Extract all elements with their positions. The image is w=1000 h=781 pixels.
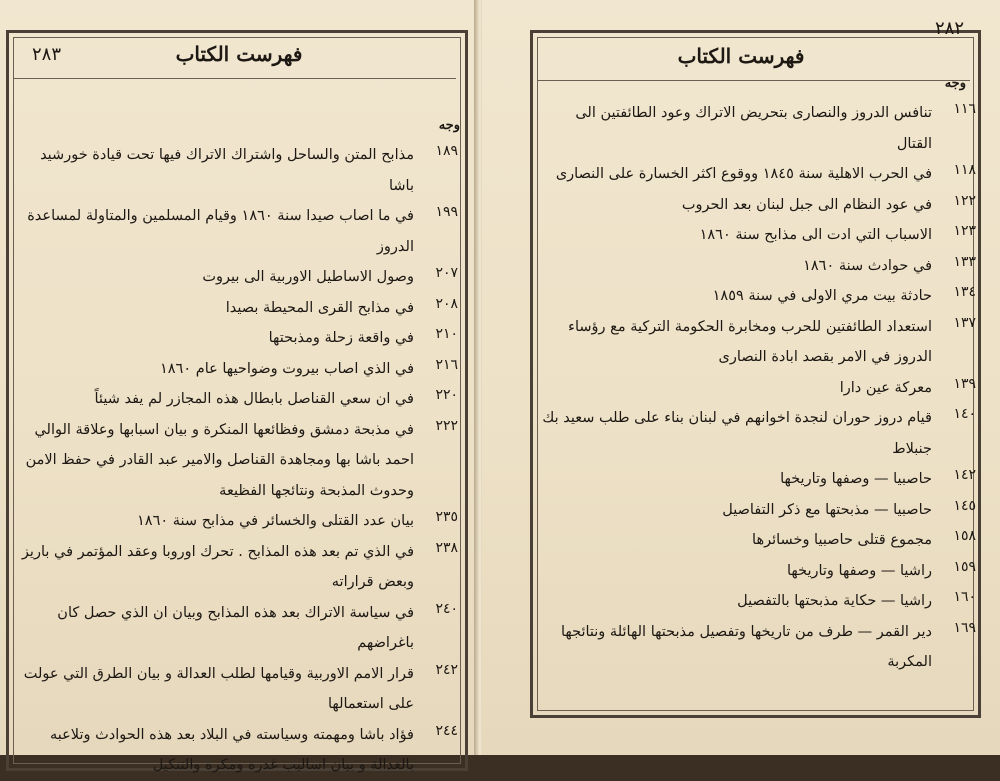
right-header-rule — [538, 80, 970, 81]
toc-entry-title: حاصبيا — وصفها وتاريخها — [780, 471, 932, 487]
toc-entry — [542, 281, 976, 312]
toc-page-number: ١٦٩ — [953, 619, 976, 636]
toc-entry — [14, 354, 458, 385]
toc-entry-title: في سياسة الاتراك بعد هذه المذابح وبيان ان الذي حصل كان باغراضهم — [57, 604, 414, 651]
left-page — [0, 0, 479, 773]
toc-entry — [542, 495, 976, 526]
right-page — [482, 0, 1000, 755]
toc-entry-title: في الحرب الاهلية سنة ١٨٤٥ ووقوع اكثر الخسارة على النصارى — [555, 166, 932, 182]
toc-page-number: ١٥٨ — [953, 528, 976, 544]
toc-entry — [14, 537, 458, 598]
toc-entry-title: في الذي تم بعد هذه المذابح . تحرك اوروبا وعقد المؤتمر في باريز وبعض قراراته — [21, 543, 414, 590]
toc-entry — [542, 525, 976, 556]
toc-entry-title: بيان عدد القتلى والخسائر في مذابح سنة ١٨٦٠ — [137, 513, 414, 529]
toc-entry-title: وصول الاساطيل الاوربية الى بيروت — [202, 269, 414, 285]
toc-page-number: ١٤٢ — [953, 467, 976, 483]
toc-page-number: ١٣٤ — [953, 284, 976, 300]
toc-page-number: ١٦٠ — [953, 589, 976, 605]
toc-page-number: ١٤٥ — [953, 497, 976, 514]
toc-page-number: ١٨٩ — [435, 143, 458, 159]
toc-entry-title: في حوادث سنة ١٨٦٠ — [803, 257, 932, 274]
toc-entry — [542, 98, 976, 159]
toc-entry — [542, 190, 976, 221]
left-page-header — [0, 40, 478, 74]
toc-entry — [542, 373, 976, 404]
toc-page-number: ٢٤٤ — [435, 722, 458, 739]
toc-page-number: ١٩٩ — [435, 204, 458, 220]
toc-entry — [14, 598, 458, 659]
toc-page-number: ٢٣٨ — [435, 539, 458, 556]
toc-entry-title: معركة عين دارا — [839, 379, 932, 396]
toc-entry — [542, 556, 976, 587]
toc-page-number: ٢٠٧ — [435, 265, 458, 281]
toc-entry — [542, 312, 976, 373]
toc-page-number: ١٥٩ — [953, 558, 976, 575]
toc-entry — [14, 201, 458, 262]
toc-page-number: ١٣٩ — [953, 375, 976, 392]
toc-entry — [542, 617, 976, 678]
toc-entry-title: دير القمر — طرف من تاريخها وتفصيل مذبحتها الهائلة ونتائجها المكربة — [560, 623, 932, 670]
toc-entry-title: الاسباب التي ادت الى مذابح سنة ١٨٦٠ — [699, 227, 932, 243]
toc-page-number: ١٢٢ — [953, 192, 976, 209]
toc-entry — [14, 140, 458, 201]
toc-entry — [542, 251, 976, 282]
toc-page-number: ٢٢٢ — [435, 417, 458, 434]
left-header-rule — [14, 78, 456, 79]
toc-entry-title: حادثة بيت مري الاولى في سنة ١٨٥٩ — [712, 288, 932, 304]
left-column-label: وجه — [438, 118, 460, 133]
toc-entry-title: مذابح المتن والساحل واشتراك الاتراك فيها تحت قيادة خورشيد باشا — [40, 147, 414, 194]
toc-entry — [14, 720, 458, 781]
toc-entry — [14, 293, 458, 324]
toc-entry-title: مجموع قتلى حاصبيا وخسائرها — [752, 532, 932, 548]
toc-entry — [14, 659, 458, 720]
toc-page-number: ٢١٦ — [435, 356, 458, 373]
toc-entry — [14, 262, 458, 293]
toc-entry — [542, 403, 976, 464]
toc-entry-title: راشيا — وصفها وتاريخها — [786, 562, 932, 579]
toc-page-number: ١١٨ — [953, 162, 976, 178]
toc-entry-title: حاصبيا — مذبحتها مع ذكر التفاصيل — [722, 501, 932, 518]
toc-entry — [542, 586, 976, 617]
toc-page-number: ٢٠٨ — [435, 295, 458, 312]
toc-entry-title: استعداد الطائفتين للحرب ومخابرة الحكومة التركية مع رؤساء الدروز في الامر بقصد ابادة النصارى — [568, 318, 932, 365]
toc-page-number: ٢٤٢ — [435, 661, 458, 678]
toc-entry — [14, 384, 458, 415]
toc-page-number: ١٣٣ — [953, 253, 976, 270]
toc-entry-title: في الذي اصاب بيروت وضواحيها عام ١٨٦٠ — [159, 360, 414, 377]
toc-entry-title: تنافس الدروز والنصارى بتحريض الاتراك وعود الطائفتين الى القتال — [575, 105, 932, 152]
toc-entry-title: قيام دروز حوران لنجدة اخوانهم في لبنان بناء على طلب سعيد بك جنبلاط — [542, 410, 932, 457]
right-column-label: وجه — [944, 76, 966, 91]
right-entries-list — [542, 98, 976, 678]
toc-entry — [14, 415, 458, 507]
toc-entry-title: في ما اصاب صيدا سنة ١٨٦٠ وقيام المسلمين والمتاولة لمساعدة الدروز — [27, 208, 414, 255]
right-page-title: فهرست الكتاب — [677, 44, 805, 68]
toc-page-number: ١١٦ — [953, 101, 976, 117]
toc-page-number: ١٤٠ — [953, 406, 976, 422]
toc-entry-title: فؤاد باشا ومهمته وسياسته في البلاد بعد هذه الحوادث وتلاعبه بالعدالة و بيان اساليب غدره ومكره والتنكيل — [49, 726, 414, 773]
left-entries-list — [14, 140, 458, 781]
toc-page-number: ٢١٠ — [435, 326, 458, 342]
toc-entry-title: في عود النظام الى جبل لبنان بعد الحروب — [681, 196, 932, 213]
toc-entry — [14, 506, 458, 537]
toc-entry — [14, 323, 458, 354]
toc-page-number: ١٣٧ — [953, 314, 976, 331]
toc-entry-title: في واقعة زحلة ومذبحتها — [268, 330, 414, 346]
toc-entry-title: راشيا — حكاية مذبحتها بالتفصيل — [737, 593, 932, 609]
toc-entry-title: في ان سعي القناصل بابطال هذه المجازر لم يفد شيئاً — [94, 391, 414, 407]
toc-page-number: ١٢٣ — [953, 223, 976, 239]
toc-entry-title: قرار الامم الاوربية وقيامها لطلب العدالة و بيان الطرق التي عولت على استعمالها — [23, 665, 414, 712]
toc-entry-title: في مذابح القرى المحيطة بصيدا — [225, 299, 414, 316]
toc-entry — [542, 464, 976, 495]
toc-entry — [542, 159, 976, 190]
left-page-title: فهرست الكتاب — [175, 42, 303, 66]
toc-entry — [542, 220, 976, 251]
toc-page-number: ٢٢٠ — [435, 387, 458, 403]
toc-entry-title: في مذبحة دمشق وفظائعها المنكرة و بيان اسبابها وعلاقة الوالي احمد باشا بها ومجاهدة القناصل والامير عبد القادر في حفظ الامن وحدوث المذبحة ونتائجها الفظيعة — [25, 421, 414, 499]
left-page-number: ٢٨٣ — [32, 44, 62, 65]
right-page-number: ٢٨٢ — [934, 18, 964, 39]
toc-page-number: ٢٤٠ — [435, 600, 458, 617]
toc-page-number: ٢٣٥ — [435, 509, 458, 525]
right-page-header — [482, 18, 1000, 76]
